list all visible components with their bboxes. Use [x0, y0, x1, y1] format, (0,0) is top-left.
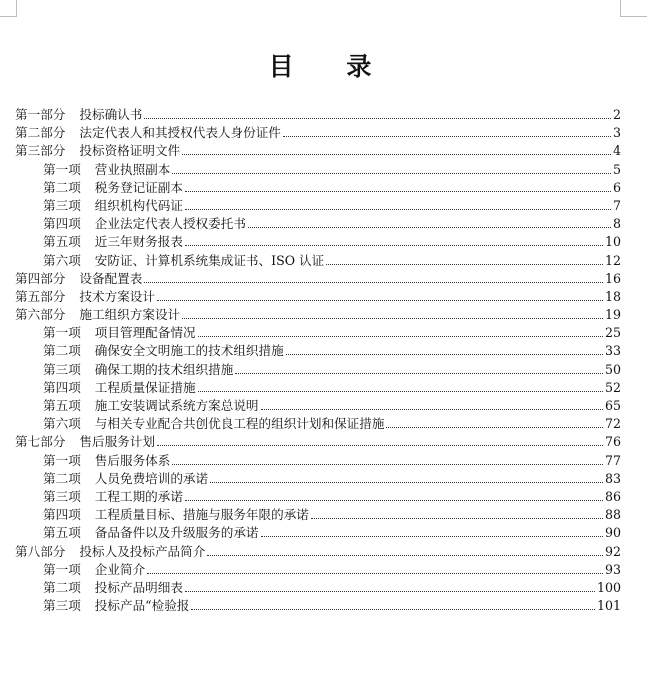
toc-entry-number: 第六项: [43, 252, 81, 268]
toc-entry-title: 税务登记证副本: [94, 179, 183, 195]
toc-dot-leader: [157, 288, 603, 301]
toc-dot-leader: [172, 452, 603, 465]
toc-entry-label: [15, 106, 142, 124]
toc-entry-label: [15, 433, 155, 451]
toc-entry-number: 第二项: [43, 579, 81, 595]
toc-entry[interactable]: [15, 361, 621, 379]
toc-dot-leader: [207, 543, 603, 556]
toc-dot-leader: [198, 324, 603, 337]
toc-entry-label: [43, 233, 183, 251]
toc-dot-leader: [172, 161, 611, 174]
toc-page-number: 5: [612, 161, 621, 177]
toc-entry-label: [43, 506, 309, 524]
toc-entry-label: [15, 288, 155, 306]
toc-entry-number: 第三项: [43, 361, 81, 377]
toc-entry-number: 第六项: [43, 416, 81, 432]
toc-entry-label: [43, 252, 324, 270]
toc-entry-label: [43, 470, 208, 488]
toc-page-number: 3: [612, 125, 621, 141]
toc-entry-label: [43, 379, 196, 397]
toc-entry[interactable]: [15, 124, 621, 142]
toc-entry-title: 工程质量目标、措施与服务年限的承诺: [94, 507, 309, 523]
toc-page-number: 8: [612, 216, 621, 232]
toc-entry-label: [43, 524, 259, 542]
toc-entry[interactable]: [15, 524, 621, 542]
toc-page-number: 83: [604, 470, 621, 486]
toc-entry-title: 组织机构代码证: [94, 197, 183, 213]
toc-dot-leader: [283, 124, 611, 137]
toc-entry-title: 施工安装调试系统方案总说明: [94, 398, 259, 413]
toc-entry[interactable]: [15, 488, 621, 506]
toc-entry[interactable]: [15, 324, 621, 342]
toc-entry[interactable]: [15, 252, 621, 270]
toc-entry-title: 项目管理配备情况: [94, 325, 196, 341]
toc-entry[interactable]: [15, 179, 621, 197]
toc-entry[interactable]: [15, 433, 621, 451]
toc-page-number: 10: [604, 234, 621, 250]
toc-entry-number: 第五项: [43, 525, 81, 541]
toc-entry-number: 第一项: [43, 325, 81, 341]
toc-entry-label: [15, 124, 281, 142]
toc-page-number: 76: [604, 434, 621, 450]
toc-entry[interactable]: [15, 233, 621, 251]
toc-page-number: 90: [604, 525, 621, 541]
toc-page-number: 25: [604, 325, 621, 341]
toc-entry-label: [43, 197, 183, 215]
toc-entry-title: 工程工期的承诺: [94, 488, 183, 504]
toc-entry[interactable]: [15, 506, 621, 524]
toc-page-number: 72: [604, 416, 621, 432]
toc-entry-number: 第四部分: [15, 270, 66, 286]
toc-dot-leader: [235, 361, 603, 374]
toc-entry-number: 第二部分: [15, 125, 66, 141]
toc-entry-title: 投标产品明细表: [94, 579, 183, 595]
toc-dot-leader: [182, 142, 611, 155]
toc-entry[interactable]: [15, 379, 621, 397]
toc-entry-number: 第八部分: [15, 543, 66, 559]
toc-entry-number: 第二项: [43, 179, 81, 195]
toc-dot-leader: [182, 306, 603, 319]
toc-page-number: 4: [612, 143, 621, 159]
toc-page-number: 65: [604, 398, 621, 413]
toc-entry-number: 第三部分: [15, 143, 66, 159]
toc-entry[interactable]: [15, 161, 621, 179]
toc-dot-leader: [261, 397, 603, 410]
toc-entry-label: [43, 415, 384, 433]
toc-dot-leader: [185, 488, 603, 501]
toc-entry-number: 第五项: [43, 398, 81, 413]
toc-entry[interactable]: [15, 288, 621, 306]
toc-entry[interactable]: [15, 597, 621, 615]
toc-entry[interactable]: [15, 106, 621, 124]
toc-page-number: 33: [604, 343, 621, 359]
toc-entry[interactable]: [15, 452, 621, 470]
toc-entry-number: 第一项: [43, 452, 81, 468]
toc-entry[interactable]: [15, 197, 621, 215]
toc-entry[interactable]: [15, 142, 621, 160]
toc-dot-leader: [191, 597, 595, 610]
toc-entry-label: [43, 324, 196, 342]
toc-entry-number: 第二项: [43, 343, 81, 359]
toc-entry-label: [43, 579, 183, 597]
toc-entry-label: [43, 397, 259, 415]
toc-dot-leader: [144, 270, 603, 283]
toc-entry-title: 确保工期的技术组织措施: [94, 361, 234, 377]
toc-entry-title: 近三年财务报表: [94, 234, 183, 250]
toc-entry-number: 第五项: [43, 234, 81, 250]
toc-entry-number: 第三项: [43, 488, 81, 504]
toc-dot-leader: [185, 579, 595, 592]
toc-page-number: 12: [604, 252, 621, 268]
toc-entry[interactable]: [15, 215, 621, 233]
toc-page-number: 52: [604, 379, 621, 395]
toc-entry-number: 第四项: [43, 507, 81, 523]
toc-entry-title: 售后服务体系: [94, 452, 171, 468]
table-of-contents: [15, 106, 621, 615]
toc-entry-number: 第三项: [43, 598, 81, 614]
toc-page-number: 101: [596, 598, 621, 614]
toc-entry-label: [15, 543, 205, 561]
toc-entry-number: 第二项: [43, 470, 81, 486]
toc-entry-number: 第四项: [43, 216, 81, 232]
toc-dot-leader: [286, 342, 603, 355]
toc-page-number: 88: [604, 507, 621, 523]
page-corner-mark-top-left: [0, 0, 17, 17]
toc-entry-label: [43, 161, 170, 179]
toc-dot-leader: [185, 179, 611, 192]
toc-entry[interactable]: [15, 415, 621, 433]
toc-entry-title: 投标资格证明文件: [79, 143, 181, 159]
toc-entry-number: 第三项: [43, 197, 81, 213]
toc-entry[interactable]: [15, 470, 621, 488]
toc-dot-leader: [248, 215, 611, 228]
toc-entry-number: 第一部分: [15, 107, 66, 122]
toc-entry-title: 企业简介: [94, 561, 146, 577]
toc-dot-leader: [185, 233, 603, 246]
toc-entry-number: 第六部分: [15, 307, 66, 323]
toc-entry-title: 安防证、计算机系统集成证书、ISO 认证: [94, 252, 325, 268]
toc-entry[interactable]: [15, 270, 621, 288]
toc-entry[interactable]: [15, 543, 621, 561]
toc-entry-number: 第四项: [43, 379, 81, 395]
toc-entry-title: 营业执照副本: [94, 161, 171, 177]
toc-entry-title: 工程质量保证措施: [94, 379, 196, 395]
toc-entry-label: [43, 361, 233, 379]
toc-entry[interactable]: [15, 579, 621, 597]
toc-entry-title: 售后服务计划: [79, 434, 155, 450]
toc-entry-title: 与相关专业配合共创优良工程的组织计划和保证措施: [94, 416, 385, 432]
toc-page-number: 77: [604, 452, 621, 468]
toc-entry-number: 第一项: [43, 561, 81, 577]
toc-page-number: 50: [604, 361, 621, 377]
toc-entry-title: 法定代表人和其授权代表人身份证件: [79, 125, 281, 141]
toc-entry-title: 人员免费培训的承诺: [94, 470, 209, 486]
toc-entry-label: [43, 561, 145, 579]
toc-page-number: 19: [604, 307, 621, 323]
toc-entry-title: 投标人及投标产品简介: [79, 543, 206, 559]
toc-entry-label: [43, 179, 183, 197]
toc-dot-leader: [210, 470, 603, 483]
toc-entry[interactable]: [15, 342, 621, 360]
toc-entry-title: 技术方案设计: [79, 288, 155, 304]
toc-entry[interactable]: [15, 397, 621, 415]
toc-dot-leader: [147, 561, 603, 574]
toc-page-number: 16: [604, 270, 621, 286]
toc-dot-leader: [144, 106, 611, 119]
toc-entry-label: [15, 142, 180, 160]
toc-page-number: 18: [604, 288, 621, 304]
toc-dot-leader: [326, 252, 603, 265]
toc-entry-label: [43, 452, 170, 470]
toc-dot-leader: [185, 197, 611, 210]
toc-entry-label: [43, 597, 189, 615]
toc-page-number: 6: [612, 179, 621, 195]
toc-entry-title: 投标确认书: [79, 107, 143, 122]
page-corner-mark-top-right: [620, 0, 647, 17]
toc-entry-title: 确保安全文明施工的技术组织措施: [94, 343, 284, 359]
toc-entry-label: [43, 488, 183, 506]
toc-page-number: 92: [604, 543, 621, 559]
toc-entry-title: 投标产品“检验报: [94, 598, 190, 614]
toc-entry[interactable]: [15, 306, 621, 324]
toc-entry-title: 施工组织方案设计: [79, 307, 181, 323]
toc-entry-title: 备品备件以及升级服务的承诺: [94, 525, 259, 541]
toc-entry-title: 企业法定代表人授权委托书: [94, 216, 246, 232]
toc-entry[interactable]: [15, 561, 621, 579]
toc-page-number: 100: [596, 579, 621, 595]
toc-entry-title: 设备配置表: [79, 270, 143, 286]
toc-entry-number: 第七部分: [15, 434, 66, 450]
toc-page-number: 93: [604, 561, 621, 577]
toc-entry-number: 第一项: [43, 161, 81, 177]
toc-entry-number: 第五部分: [15, 288, 66, 304]
toc-dot-leader: [386, 415, 603, 428]
toc-entry-label: [15, 270, 142, 288]
toc-dot-leader: [198, 379, 603, 392]
toc-page-number: 2: [612, 107, 621, 122]
toc-page-number: 86: [604, 488, 621, 504]
page-title: 目 录: [268, 52, 394, 81]
toc-dot-leader: [157, 433, 603, 446]
toc-entry-label: [43, 342, 284, 360]
toc-page-number: 7: [612, 197, 621, 213]
toc-entry-label: [43, 215, 246, 233]
toc-dot-leader: [261, 524, 603, 537]
toc-dot-leader: [311, 506, 603, 519]
toc-entry-label: [15, 306, 180, 324]
